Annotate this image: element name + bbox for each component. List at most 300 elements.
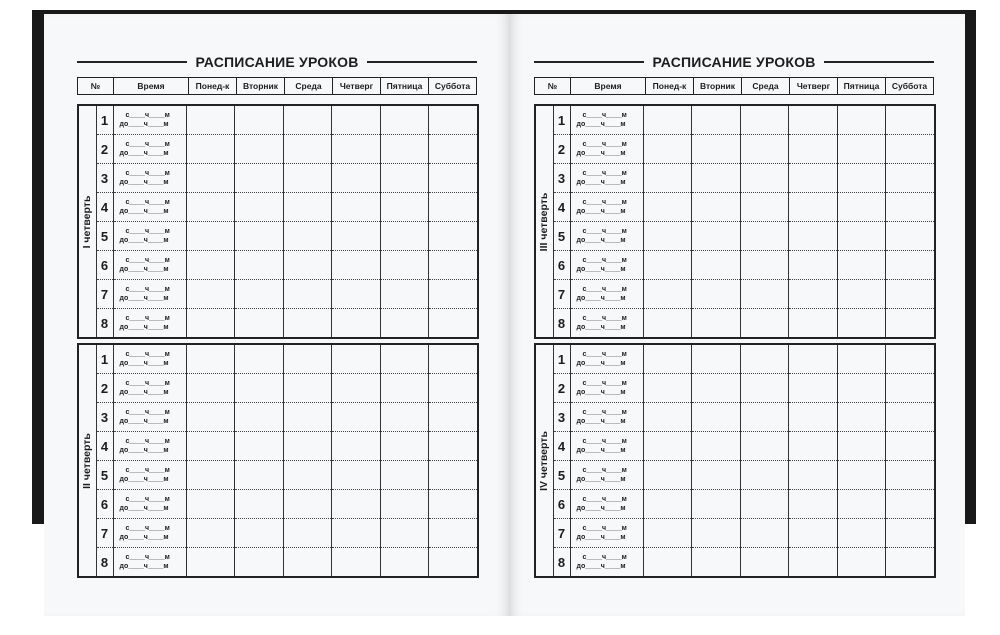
lesson-time-field[interactable] [113,432,186,461]
day-lesson-cell[interactable] [740,548,789,578]
lesson-time-field[interactable] [570,135,643,164]
day-lesson-cell[interactable] [837,461,886,490]
column-header: Вторник [694,78,742,95]
day-lesson-cell[interactable] [235,519,284,548]
day-lesson-cell[interactable] [692,548,741,578]
time-from-line: с____ч____м [125,112,170,119]
time-to-line: до____ч____м [119,505,169,512]
day-lesson-cell[interactable] [380,548,429,578]
schedule-title-row [534,51,934,73]
day-lesson-cell[interactable] [886,519,935,548]
lesson-number: 7 [96,280,113,309]
day-lesson-cell[interactable] [692,193,741,222]
day-lesson-cell[interactable] [789,309,838,339]
day-lesson-cell[interactable] [643,432,692,461]
day-lesson-cell[interactable] [235,461,284,490]
day-lesson-cell[interactable] [740,280,789,309]
time-from-line: с____ч____м [125,554,170,561]
day-lesson-cell[interactable] [643,251,692,280]
day-lesson-cell[interactable] [643,490,692,519]
time-from-line: с____ч____м [582,351,627,358]
day-lesson-cell[interactable] [886,432,935,461]
day-lesson-cell[interactable] [429,432,478,461]
day-lesson-cell[interactable] [283,403,332,432]
day-lesson-cell[interactable] [692,461,741,490]
day-lesson-cell[interactable] [332,105,381,135]
day-lesson-cell[interactable] [332,490,381,519]
day-lesson-cell[interactable] [789,519,838,548]
title-rule-right [824,61,934,63]
day-lesson-cell[interactable] [692,374,741,403]
lesson-time-field[interactable] [570,344,643,374]
lesson-time-field[interactable] [113,222,186,251]
day-lesson-cell[interactable] [186,519,235,548]
time-from-line: с____ч____м [125,286,170,293]
day-lesson-cell[interactable] [643,280,692,309]
day-lesson-cell[interactable] [837,548,886,578]
lesson-time-field[interactable] [113,403,186,432]
day-lesson-cell[interactable] [429,374,478,403]
lesson-number: 4 [96,432,113,461]
time-to-line: до____ч____м [119,150,169,157]
day-lesson-cell[interactable] [886,135,935,164]
day-lesson-cell[interactable] [837,280,886,309]
day-lesson-cell[interactable] [283,519,332,548]
day-lesson-cell[interactable] [235,309,284,339]
day-lesson-cell[interactable] [789,461,838,490]
day-lesson-cell[interactable] [235,490,284,519]
day-lesson-cell[interactable] [789,251,838,280]
lesson-time-field[interactable] [113,344,186,374]
day-lesson-cell[interactable] [692,164,741,193]
day-lesson-cell[interactable] [837,519,886,548]
lesson-row [78,519,478,548]
day-lesson-cell[interactable] [283,135,332,164]
column-header: Время [571,78,646,95]
day-lesson-cell[interactable] [235,193,284,222]
quarter-block [534,104,936,339]
day-lesson-cell[interactable] [740,164,789,193]
lesson-time-field[interactable] [113,135,186,164]
day-lesson-cell[interactable] [886,164,935,193]
day-lesson-cell[interactable] [332,374,381,403]
day-lesson-cell[interactable] [283,461,332,490]
day-lesson-cell[interactable] [692,344,741,374]
time-from-line: с____ч____м [125,380,170,387]
lesson-row [535,344,935,374]
day-lesson-cell[interactable] [380,222,429,251]
day-lesson-cell[interactable] [332,164,381,193]
day-lesson-cell[interactable] [789,432,838,461]
lesson-row [535,164,935,193]
day-lesson-cell[interactable] [886,490,935,519]
time-to-line: до____ч____м [119,389,169,396]
day-lesson-cell[interactable] [283,251,332,280]
day-lesson-cell[interactable] [380,280,429,309]
lesson-time-field[interactable] [570,519,643,548]
day-lesson-cell[interactable] [692,222,741,251]
day-lesson-cell[interactable] [643,309,692,339]
day-lesson-cell[interactable] [380,403,429,432]
day-lesson-cell[interactable] [789,222,838,251]
day-lesson-cell[interactable] [837,222,886,251]
day-lesson-cell[interactable] [235,374,284,403]
lesson-time-field[interactable] [113,280,186,309]
day-lesson-cell[interactable] [186,374,235,403]
lesson-row [78,193,478,222]
day-lesson-cell[interactable] [789,548,838,578]
lesson-row [78,164,478,193]
day-lesson-cell[interactable] [789,135,838,164]
day-lesson-cell[interactable] [837,135,886,164]
day-lesson-cell[interactable] [740,374,789,403]
day-lesson-cell[interactable] [692,403,741,432]
day-lesson-cell[interactable] [643,222,692,251]
day-lesson-cell[interactable] [186,309,235,339]
day-lesson-cell[interactable] [186,193,235,222]
day-lesson-cell[interactable] [332,193,381,222]
lesson-time-field[interactable] [113,309,186,339]
lesson-row [535,432,935,461]
day-lesson-cell[interactable] [332,519,381,548]
day-lesson-cell[interactable] [740,193,789,222]
day-lesson-cell[interactable] [429,193,478,222]
day-lesson-cell[interactable] [886,344,935,374]
column-header: Суббота [886,78,934,95]
day-lesson-cell[interactable] [789,105,838,135]
column-header: Пятница [381,78,429,95]
column-header: Понед-к [646,78,694,95]
day-lesson-cell[interactable] [740,105,789,135]
day-lesson-cell[interactable] [380,251,429,280]
day-lesson-cell[interactable] [380,309,429,339]
lesson-number: 1 [553,344,570,374]
day-lesson-cell[interactable] [886,309,935,339]
lesson-time-field[interactable] [570,490,643,519]
day-lesson-cell[interactable] [886,193,935,222]
day-lesson-cell[interactable] [283,548,332,578]
day-lesson-cell[interactable] [186,461,235,490]
lesson-row [78,105,478,135]
lesson-number: 4 [553,193,570,222]
time-to-line: до____ч____м [576,237,626,244]
day-lesson-cell[interactable] [380,461,429,490]
day-lesson-cell[interactable] [429,135,478,164]
column-header: Понед-к [189,78,237,95]
lesson-number: 6 [96,251,113,280]
day-lesson-cell[interactable] [235,222,284,251]
day-lesson-cell[interactable] [186,135,235,164]
day-lesson-cell[interactable] [283,309,332,339]
day-lesson-cell[interactable] [380,164,429,193]
day-lesson-cell[interactable] [186,432,235,461]
day-lesson-cell[interactable] [429,251,478,280]
lesson-row [535,519,935,548]
day-lesson-cell[interactable] [429,164,478,193]
day-lesson-cell[interactable] [643,105,692,135]
day-lesson-cell[interactable] [429,344,478,374]
day-lesson-cell[interactable] [837,403,886,432]
lesson-row [78,251,478,280]
lesson-time-field[interactable] [113,461,186,490]
title-rule-right [367,61,477,63]
day-lesson-cell[interactable] [837,193,886,222]
day-lesson-cell[interactable] [692,105,741,135]
time-to-line: до____ч____м [576,505,626,512]
schedule-title-row [77,51,477,73]
day-lesson-cell[interactable] [429,105,478,135]
day-lesson-cell[interactable] [186,164,235,193]
day-lesson-cell[interactable] [283,432,332,461]
day-lesson-cell[interactable] [692,432,741,461]
day-lesson-cell[interactable] [740,251,789,280]
day-lesson-cell[interactable] [332,432,381,461]
day-lesson-cell[interactable] [186,403,235,432]
day-lesson-cell[interactable] [235,251,284,280]
lesson-time-field[interactable] [113,374,186,403]
day-lesson-cell[interactable] [429,280,478,309]
lesson-number: 2 [553,135,570,164]
day-lesson-cell[interactable] [332,461,381,490]
day-lesson-cell[interactable] [283,374,332,403]
lesson-time-field[interactable] [570,280,643,309]
day-lesson-cell[interactable] [740,461,789,490]
day-lesson-cell[interactable] [643,403,692,432]
day-lesson-cell[interactable] [429,403,478,432]
day-lesson-cell[interactable] [429,490,478,519]
day-lesson-cell[interactable] [789,280,838,309]
day-lesson-cell[interactable] [283,490,332,519]
day-lesson-cell[interactable] [692,135,741,164]
day-lesson-cell[interactable] [789,164,838,193]
lesson-time-field[interactable] [570,105,643,135]
day-lesson-cell[interactable] [380,105,429,135]
day-lesson-cell[interactable] [235,344,284,374]
lesson-time-field[interactable] [570,432,643,461]
day-lesson-cell[interactable] [740,432,789,461]
schedule-header [534,77,934,95]
day-lesson-cell[interactable] [380,193,429,222]
lesson-number: 2 [553,374,570,403]
time-to-line: до____ч____м [119,237,169,244]
day-lesson-cell[interactable] [837,344,886,374]
day-lesson-cell[interactable] [332,548,381,578]
lesson-number: 3 [553,164,570,193]
day-lesson-cell[interactable] [235,135,284,164]
quarter-block [77,343,479,578]
time-from-line: с____ч____м [582,496,627,503]
time-to-line: до____ч____м [119,208,169,215]
lesson-time-field[interactable] [113,251,186,280]
time-from-line: с____ч____м [125,315,170,322]
day-lesson-cell[interactable] [235,164,284,193]
lesson-number: 8 [96,548,113,578]
lesson-time-field[interactable] [570,164,643,193]
day-lesson-cell[interactable] [886,461,935,490]
column-header: Четверг [790,78,838,95]
day-lesson-cell[interactable] [429,309,478,339]
lesson-row [78,374,478,403]
lesson-time-field[interactable] [113,519,186,548]
lesson-time-field[interactable] [113,193,186,222]
day-lesson-cell[interactable] [429,222,478,251]
day-lesson-cell[interactable] [886,105,935,135]
day-lesson-cell[interactable] [837,251,886,280]
day-lesson-cell[interactable] [886,374,935,403]
day-lesson-cell[interactable] [789,344,838,374]
quarter-label: III четверть [538,192,551,251]
day-lesson-cell[interactable] [235,548,284,578]
lesson-number: 7 [96,519,113,548]
day-lesson-cell[interactable] [186,490,235,519]
day-lesson-cell[interactable] [789,374,838,403]
day-lesson-cell[interactable] [837,105,886,135]
time-from-line: с____ч____м [582,467,627,474]
day-lesson-cell[interactable] [332,280,381,309]
day-lesson-cell[interactable] [186,251,235,280]
lesson-time-field[interactable] [570,309,643,339]
lesson-time-field[interactable] [570,251,643,280]
time-to-line: до____ч____м [119,295,169,302]
lesson-time-field[interactable] [113,164,186,193]
day-lesson-cell[interactable] [186,105,235,135]
day-lesson-cell[interactable] [740,309,789,339]
day-lesson-cell[interactable] [380,490,429,519]
day-lesson-cell[interactable] [789,490,838,519]
day-lesson-cell[interactable] [283,280,332,309]
day-lesson-cell[interactable] [380,374,429,403]
day-lesson-cell[interactable] [186,222,235,251]
day-lesson-cell[interactable] [643,374,692,403]
lesson-time-field[interactable] [570,374,643,403]
day-lesson-cell[interactable] [740,135,789,164]
day-lesson-cell[interactable] [643,519,692,548]
time-from-line: с____ч____м [582,257,627,264]
day-lesson-cell[interactable] [332,251,381,280]
day-lesson-cell[interactable] [643,548,692,578]
day-lesson-cell[interactable] [740,403,789,432]
day-lesson-cell[interactable] [740,490,789,519]
day-lesson-cell[interactable] [886,280,935,309]
lesson-number: 1 [96,344,113,374]
column-header: Вторник [237,78,285,95]
day-lesson-cell[interactable] [837,432,886,461]
day-lesson-cell[interactable] [186,280,235,309]
day-lesson-cell[interactable] [643,135,692,164]
day-lesson-cell[interactable] [429,548,478,578]
column-header: Четверг [333,78,381,95]
day-lesson-cell[interactable] [429,519,478,548]
day-lesson-cell[interactable] [283,344,332,374]
lesson-time-field[interactable] [570,222,643,251]
time-from-line: с____ч____м [125,438,170,445]
day-lesson-cell[interactable] [692,519,741,548]
day-lesson-cell[interactable] [643,344,692,374]
day-lesson-cell[interactable] [886,403,935,432]
day-lesson-cell[interactable] [886,222,935,251]
lesson-time-field[interactable] [113,490,186,519]
day-lesson-cell[interactable] [429,461,478,490]
lesson-row [535,309,935,339]
lesson-time-field[interactable] [570,193,643,222]
day-lesson-cell[interactable] [332,403,381,432]
day-lesson-cell[interactable] [692,280,741,309]
day-lesson-cell[interactable] [740,344,789,374]
day-lesson-cell[interactable] [740,222,789,251]
day-lesson-cell[interactable] [380,432,429,461]
day-lesson-cell[interactable] [235,280,284,309]
quarter-block [77,104,479,339]
day-lesson-cell[interactable] [886,548,935,578]
day-lesson-cell[interactable] [740,519,789,548]
day-lesson-cell[interactable] [235,432,284,461]
time-from-line: с____ч____м [582,525,627,532]
day-lesson-cell[interactable] [643,193,692,222]
time-to-line: до____ч____м [119,418,169,425]
lesson-number: 4 [96,193,113,222]
day-lesson-cell[interactable] [789,403,838,432]
time-from-line: с____ч____м [582,170,627,177]
lesson-time-field[interactable] [113,105,186,135]
time-to-line: до____ч____м [119,360,169,367]
lesson-number: 4 [553,432,570,461]
day-lesson-cell[interactable] [837,374,886,403]
time-to-line: до____ч____м [119,534,169,541]
day-lesson-cell[interactable] [643,461,692,490]
day-lesson-cell[interactable] [283,105,332,135]
day-lesson-cell[interactable] [886,251,935,280]
day-lesson-cell[interactable] [186,548,235,578]
lesson-time-field[interactable] [570,403,643,432]
day-lesson-cell[interactable] [692,490,741,519]
day-lesson-cell[interactable] [380,519,429,548]
day-lesson-cell[interactable] [692,309,741,339]
title-rule-left [77,61,187,63]
time-to-line: до____ч____м [576,208,626,215]
day-lesson-cell[interactable] [283,164,332,193]
day-lesson-cell[interactable] [837,490,886,519]
day-lesson-cell[interactable] [837,309,886,339]
time-to-line: до____ч____м [576,150,626,157]
lesson-row [535,135,935,164]
day-lesson-cell[interactable] [186,344,235,374]
lesson-row [78,490,478,519]
lesson-time-field[interactable] [113,548,186,578]
day-lesson-cell[interactable] [235,105,284,135]
lesson-time-field[interactable] [570,461,643,490]
day-lesson-cell[interactable] [332,222,381,251]
day-lesson-cell[interactable] [332,309,381,339]
day-lesson-cell[interactable] [283,193,332,222]
day-lesson-cell[interactable] [235,403,284,432]
day-lesson-cell[interactable] [380,344,429,374]
time-to-line: до____ч____м [576,418,626,425]
day-lesson-cell[interactable] [332,344,381,374]
lesson-time-field[interactable] [570,548,643,578]
quarter-label-cell [535,344,553,577]
day-lesson-cell[interactable] [692,251,741,280]
day-lesson-cell[interactable] [643,164,692,193]
day-lesson-cell[interactable] [283,222,332,251]
day-lesson-cell[interactable] [380,135,429,164]
day-lesson-cell[interactable] [837,164,886,193]
day-lesson-cell[interactable] [332,135,381,164]
title-rule-left [534,61,644,63]
quarter-label: II четверть [81,432,94,489]
day-lesson-cell[interactable] [789,193,838,222]
time-from-line: с____ч____м [125,141,170,148]
time-to-line: до____ч____м [119,563,169,570]
